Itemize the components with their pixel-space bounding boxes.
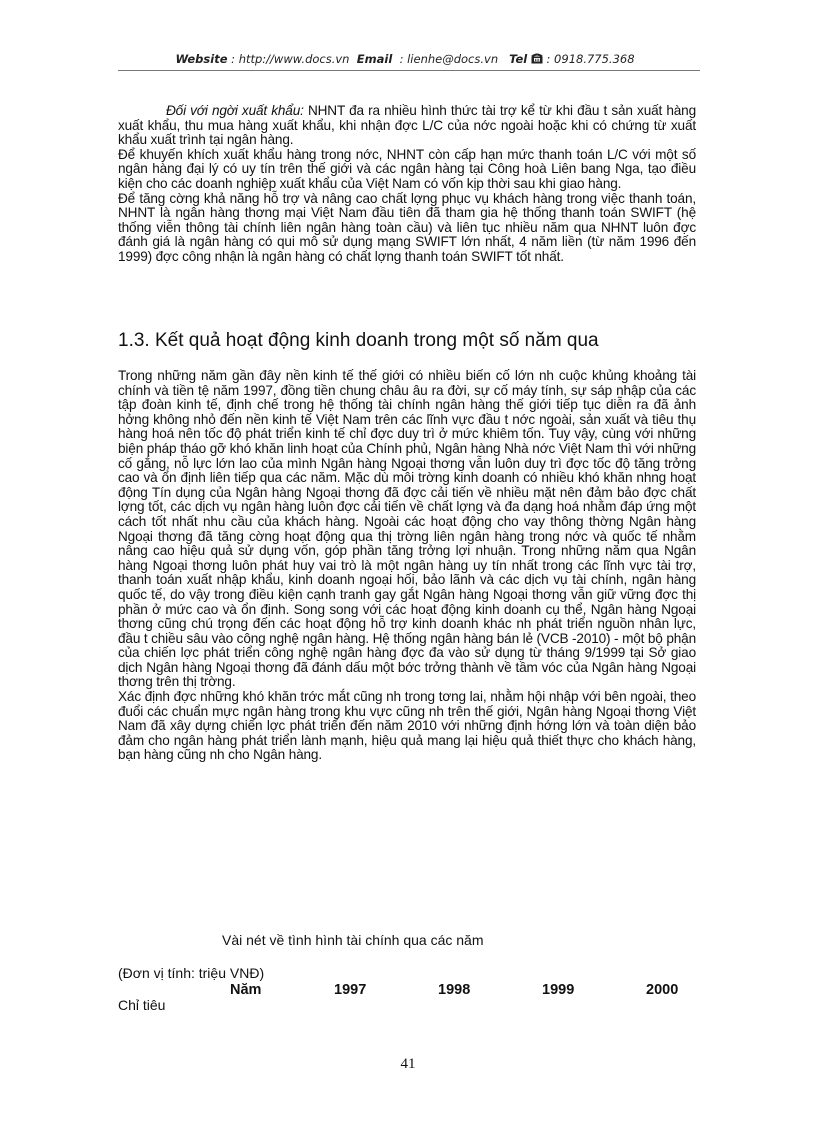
page-number: 41 (400, 1056, 416, 1072)
paragraph-lc-limit: Để khuyến khích xuất khẩu hàng trong nớc, NHNT còn cấp hạn mức thanh toán L/C với một số ngân hàng đại lý có uy tín trên thế giới và các ngân hàng tại Công hoà Liên bang Nga, tạo điều kiện cho các doanh nghiệp xuất khẩu của Việt Nam có vốn kịp thời sau khi giao hàng. (118, 146, 696, 191)
table-header-year: 2000 (646, 982, 679, 998)
intro-paragraphs (118, 104, 696, 265)
table-header-year: 1999 (542, 982, 575, 998)
tel-label: Tel (509, 52, 528, 66)
page-header (110, 52, 700, 68)
table-header-year-label: Năm (230, 982, 262, 998)
website-label: Website (175, 52, 228, 66)
website-value[interactable]: : http://www.docs.vn (231, 52, 350, 66)
table-title: Vài nét về tình hình tài chính qua các năm (222, 932, 484, 948)
paragraph-strategy: Xác định đợc những khó khăn trớc mắt cũng nh trong tơng lai, nhằm hội nhập với bên ngoài, theo đuổi các chuẩn mực ngân hàng trong khu vực cũng nh trên thế giới, Ngân hàng Ngoại thơng Việt Nam đã xây dựng chiến lợc phát triển đến năm 2010 với những định hớng lớn và toàn diện bảo đảm cho ngân hàng phát triển lành mạnh, hiệu quả mang lại hiệu quả thiết thực cho khách hàng, bạn hàng cũng nh cho Ngân hàng. (118, 689, 696, 763)
header-divider (118, 70, 700, 71)
table-header-year: 1997 (334, 982, 367, 998)
email-value[interactable]: : lienhe@docs.vn (399, 52, 499, 66)
table-header-year: 1998 (438, 982, 471, 998)
paragraph-text: NHNT đa ra nhiều hình thức tài trợ kể từ khi đầu t sản xuất hàng xuất khẩu, thu mua hàng xuất khẩu, khi nhận đợc L/C của nớc ngoài hoặc khi có chứng từ xuất khẩu xuất trình tại ngân hàng. (118, 103, 696, 148)
table-row-label: Chỉ tiêu (118, 997, 166, 1013)
phone-icon (531, 53, 543, 67)
paragraph-export-financing (118, 104, 696, 148)
business-results-paragraphs (118, 369, 696, 763)
paragraph-business-overview: Trong những năm gần đây nền kinh tế thế giới có nhiều biến cố lớn nh cuộc khủng khoảng tài chính và tiền tệ năm 1997, đồng tiền chung châu âu ra đời, sự cố máy tính, sự sáp nhập của các tập đoàn kinh tế, định chế trong hệ thống tài chính ngân hàng thế giới tiếp tục diễn ra đã ảnh hởng không nhỏ đến nền kinh tế Việt Nam trên các lĩnh vực đầu t nớc ngoài, sản xuất và tiêu thụ hàng hoá nên tốc độ phát triển kinh tế chỉ đợc duy trì ở mức khiêm tốn. Tuy vậy, cùng với những biện pháp tháo gỡ khó khăn linh hoạt của Chính phủ, Ngân hàng Nhà nớc Việt Nam thì với những cố gắng, nỗ lực lớn lao của mình Ngân hàng Ngoại thơng vẫn luôn duy trì đợc tốc độ tăng trởng cao và ổn định liên tiếp qua các năm. Mặc dù môi trờng kinh doanh có nhiều khó khăn nhng hoạt động Tín dụng của Ngân hàng Ngoại thơng đã đợc cải tiến về nhiều mặt nên đảm bảo đợc chất lợng tốt, các dịch vụ ngân hàng luôn đợc cải tiến về chất lợng và đa dạng hoá nhằm đáp ứng một cách tốt nhất nhu cầu của khách hàng. Ngoài các hoạt động cho vay thông thờng Ngân hàng Ngoại thơng đã tăng cờng hoạt động qua thị trờng liên ngân hàng trong nớc và quốc tế nhằm nâng cao hiệu quả sử dụng vốn, góp phần tăng trởng lợi nhuận. Trong những năm qua Ngân hàng Ngoại thơng luôn phát huy vai trò là một ngân hàng uy tín nhất trong các lĩnh vực tài trợ, thanh toán xuất nhập khẩu, kinh doanh ngoại hối, bảo lãnh và các dịch vụ tài chính, ngân hàng quốc tế, do vậy trong điều kiện cạnh tranh gay gắt Ngân hàng Ngoại thơng vẫn giữ vững đợc thị phần ở mức cao và ổn định. Song song với các hoạt động kinh doanh cụ thể, Ngân hàng Ngoại thơng cũng chú trọng đến các hoạt động hỗ trợ kinh doanh khác nh phát triển nguồn nhân lực, đầu t chiều sâu vào công nghệ ngân hàng. Hệ thống ngân hàng bán lẻ (VCB -2010) - một bộ phận của chiến lợc phát triển công nghệ ngân hàng đợc đa vào sử dụng từ tháng 9/1999 tại Sở giao dịch Ngân hàng Ngoại thơng đã đánh dấu một bớc trởng thành về tầm vóc của Ngân hàng Ngoại thơng trên thị trờng. (118, 368, 696, 690)
tel-value: : 0918.775.368 (546, 52, 635, 66)
email-label: Email (356, 52, 393, 66)
paragraph-swift: Để tăng cờng khả năng hỗ trợ và nâng cao chất lợng phục vụ khách hàng trong việc thanh toán, NHNT là ngân hàng thơng mại Việt Nam đầu tiên đã tham gia hệ thống thanh toán SWIFT (hệ thống viễn thông tài chính liên ngân hàng toàn cầu) và liên tục nhiều năm qua NHNT luôn đợc đánh giá là ngân hàng có qui mô sử dụng mạng SWIFT lớn nhất, 4 năm liền (từ năm 1996 đến 1999) đợc công nhận là ngân hàng có chất lợng thanh toán SWIFT tốt nhất. (118, 190, 696, 264)
section-heading: 1.3. Kết quả hoạt động kinh doanh trong một số năm qua (118, 330, 599, 351)
table-unit: (Đơn vị tính: triệu VNĐ) (118, 965, 265, 981)
paragraph-lead: Đối với ngời xuất khẩu: (166, 103, 304, 118)
